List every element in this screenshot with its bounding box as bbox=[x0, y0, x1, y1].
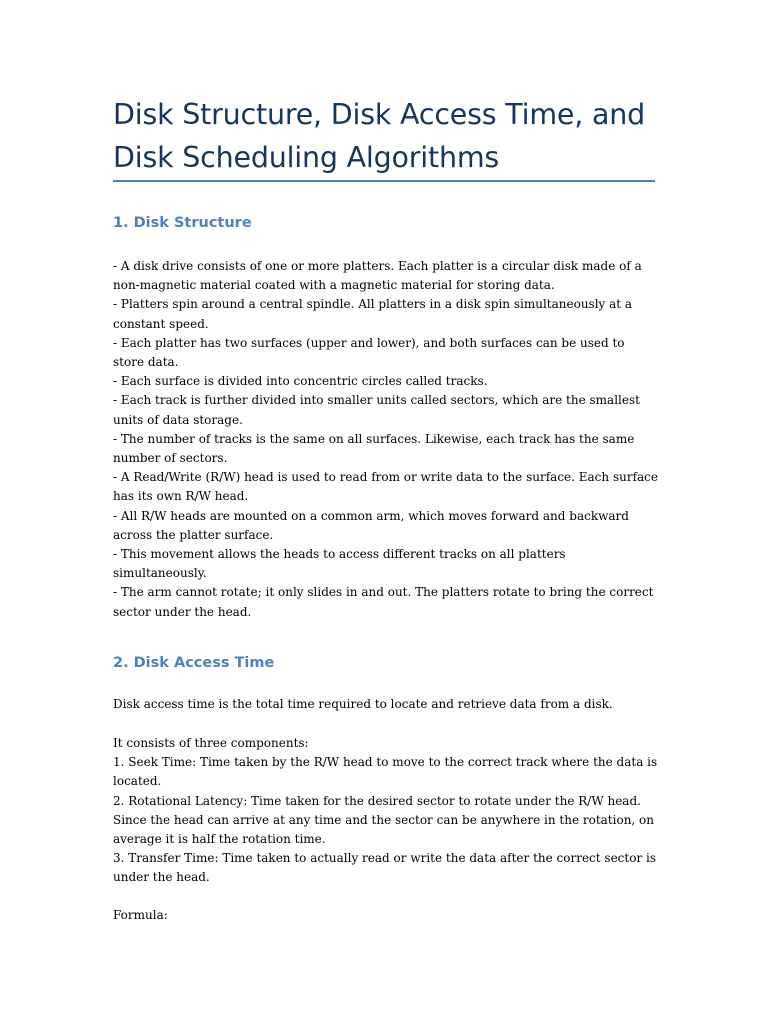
list-item: - Each platter has two surfaces (upper and lower), and both surfaces can be used to store data. bbox=[113, 335, 625, 370]
paragraph: Disk access time is the total time required to locate and retrieve data from a disk. bbox=[113, 697, 613, 711]
list-item: - The arm cannot rotate; it only slides in and out. The platters rotate to bring the correct sector under the head. bbox=[113, 585, 654, 619]
list-item: - Each surface is divided into concentric circles called tracks. bbox=[113, 374, 488, 389]
disk-structure-bullets bbox=[113, 257, 658, 622]
list-item: - The number of tracks is the same on all surfaces. Likewise, each track has the same number of sectors. bbox=[113, 431, 635, 466]
title-underline bbox=[113, 180, 655, 182]
list-item: 3. Transfer Time: Time taken to actually read or write the data after the correct sector is under the head. bbox=[113, 851, 656, 885]
list-item: - This movement allows the heads to access different tracks on all platters simultaneously. bbox=[113, 547, 566, 581]
access-time-components bbox=[113, 734, 658, 888]
list-item: - Each track is further divided into smaller units called sectors, which are the smallest units of data storage. bbox=[113, 393, 640, 427]
section-heading-disk-structure: 1. Disk Structure bbox=[113, 215, 252, 231]
list-item: - A disk drive consists of one or more platters. Each platter is a circular disk made of a non-magnetic material coated with a magnetic material for storing data. bbox=[113, 259, 642, 293]
list-item: - Platters spin around a central spindle. All platters in a disk spin simultaneously at a constant speed. bbox=[113, 297, 633, 331]
formula-label: Formula: bbox=[113, 908, 168, 922]
formula-section bbox=[113, 906, 658, 925]
section-heading-disk-access-time: 2. Disk Access Time bbox=[113, 655, 275, 671]
access-time-intro bbox=[113, 695, 658, 714]
list-item: 1. Seek Time: Time taken by the R/W head to move to the correct track where the data is located. bbox=[113, 755, 658, 789]
document-title: Disk Structure, Disk Access Time, and Disk Scheduling Algorithms bbox=[113, 98, 645, 174]
list-item: 2. Rotational Latency: Time taken for the desired sector to rotate under the R/W head. Since the head can arrive at any time and the sector can be anywhere in the rotation, on average it is half the rotation time. bbox=[113, 793, 655, 847]
list-item: - All R/W heads are mounted on a common arm, which moves forward and backward across the platter surface. bbox=[113, 508, 629, 542]
list-item: - A Read/Write (R/W) head is used to read from or write data to the surface. Each surface has its own R/W head. bbox=[113, 470, 658, 504]
components-intro: It consists of three components: bbox=[113, 736, 309, 750]
